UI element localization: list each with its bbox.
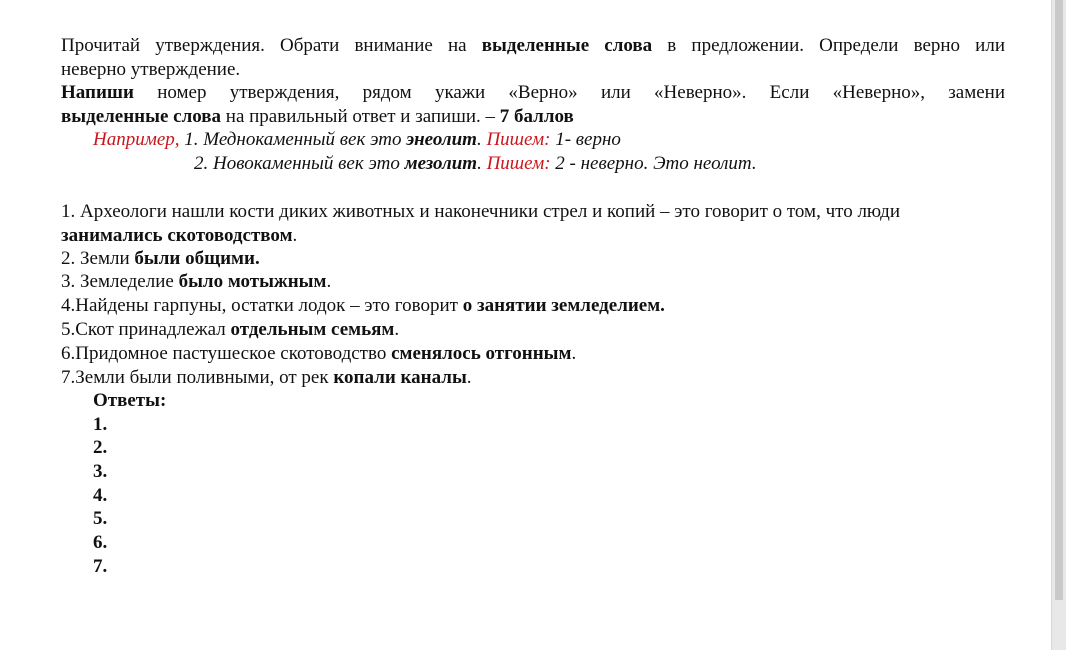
highlight-words: были общими. <box>134 248 260 269</box>
answer-number: 6. <box>93 532 108 553</box>
answer-line-2[interactable] <box>93 436 107 459</box>
statement-text: . <box>326 271 332 292</box>
statement-text: . <box>292 225 298 246</box>
intro-text: Прочитай утверждения. Обрати внимание на <box>61 35 482 56</box>
highlight-words: выделенные слова <box>481 35 653 56</box>
example-line-2 <box>194 152 757 175</box>
answer-number: 5. <box>93 508 108 529</box>
statement-1: 1. Археологи нашли кости диких животных и наконечники стрел и копий – это говорит о том, что люди <box>61 201 900 222</box>
statement-text: 2. Земли <box>61 248 135 269</box>
intro-line-3 <box>61 81 1005 104</box>
highlight-words: копали каналы <box>333 367 467 388</box>
answer-number: 7. <box>93 556 108 577</box>
example-answer: 1- верно <box>550 129 621 150</box>
statement-text: . <box>466 367 472 388</box>
answer-number: 3. <box>93 461 108 482</box>
example-term: мезолит <box>404 153 478 174</box>
answer-line-3[interactable] <box>93 460 107 483</box>
statement-7 <box>61 366 472 389</box>
statement-1-cont <box>61 224 297 247</box>
intro-line-4 <box>61 105 574 128</box>
points-label: 7 баллов <box>499 106 574 127</box>
intro-line-2: неверно утверждение. <box>61 59 241 80</box>
highlight-words: занимались скотоводством <box>61 225 293 246</box>
statement-text: . <box>394 319 400 340</box>
highlight-words: о занятии земледелием. <box>462 295 665 316</box>
answer-line-5[interactable] <box>93 507 107 530</box>
statement-5 <box>61 318 399 341</box>
scrollbar-thumb[interactable] <box>1055 0 1063 600</box>
highlight-words: отдельным семьям <box>230 319 395 340</box>
statement-text: 6.Придомное пастушеское скотоводство <box>61 343 392 364</box>
example-text: 1. Меднокаменный век это <box>184 129 407 150</box>
statement-4 <box>61 294 665 317</box>
intro-line-1 <box>61 34 1005 57</box>
statement-text: 4.Найдены гарпуны, остатки лодок – это говорит <box>61 295 463 316</box>
answers-title <box>93 389 166 412</box>
answer-number: 4. <box>93 485 108 506</box>
write-word: Напиши <box>61 82 134 103</box>
statement-3 <box>61 270 331 293</box>
example-term: энеолит <box>406 129 477 150</box>
intro-text: номер утверждения, рядом укажи «Верно» или «Неверно». Если «Неверно», замени <box>133 82 1005 103</box>
statement-2 <box>61 247 260 270</box>
statement-6 <box>61 342 576 365</box>
answer-line-6[interactable] <box>93 531 107 554</box>
highlight-words: сменялось отгонным <box>391 343 572 364</box>
statement-text: 7.Земли были поливными, от рек <box>61 367 334 388</box>
vertical-scrollbar[interactable] <box>1051 0 1066 650</box>
example-text: . <box>477 153 487 174</box>
answer-line-7[interactable] <box>93 555 107 578</box>
answer-number: 2. <box>93 437 108 458</box>
intro-text: на правильный ответ и запиши. – <box>221 106 500 127</box>
example-text: 2. Новокаменный век это <box>194 153 405 174</box>
statement-text: . <box>571 343 577 364</box>
answer-number: 1. <box>93 414 108 435</box>
answers-title-text: Ответы: <box>93 390 167 411</box>
statement-text: 5.Скот принадлежал <box>61 319 231 340</box>
example-lead: Например, <box>93 129 185 150</box>
answer-line-1[interactable] <box>93 413 107 436</box>
answer-line-4[interactable] <box>93 484 107 507</box>
statement-text: 3. Земледелие <box>61 271 179 292</box>
example-text: . <box>476 129 487 150</box>
example-write-label: Пишем: <box>486 129 551 150</box>
example-line-1 <box>93 128 621 151</box>
example-write-label: Пишем: <box>486 153 551 174</box>
example-answer: 2 - неверно. Это неолит. <box>550 153 757 174</box>
highlight-words: выделенные слова <box>61 106 222 127</box>
highlight-words: было мотыжным <box>178 271 327 292</box>
intro-text: в предложении. Определи верно или <box>652 35 1005 56</box>
